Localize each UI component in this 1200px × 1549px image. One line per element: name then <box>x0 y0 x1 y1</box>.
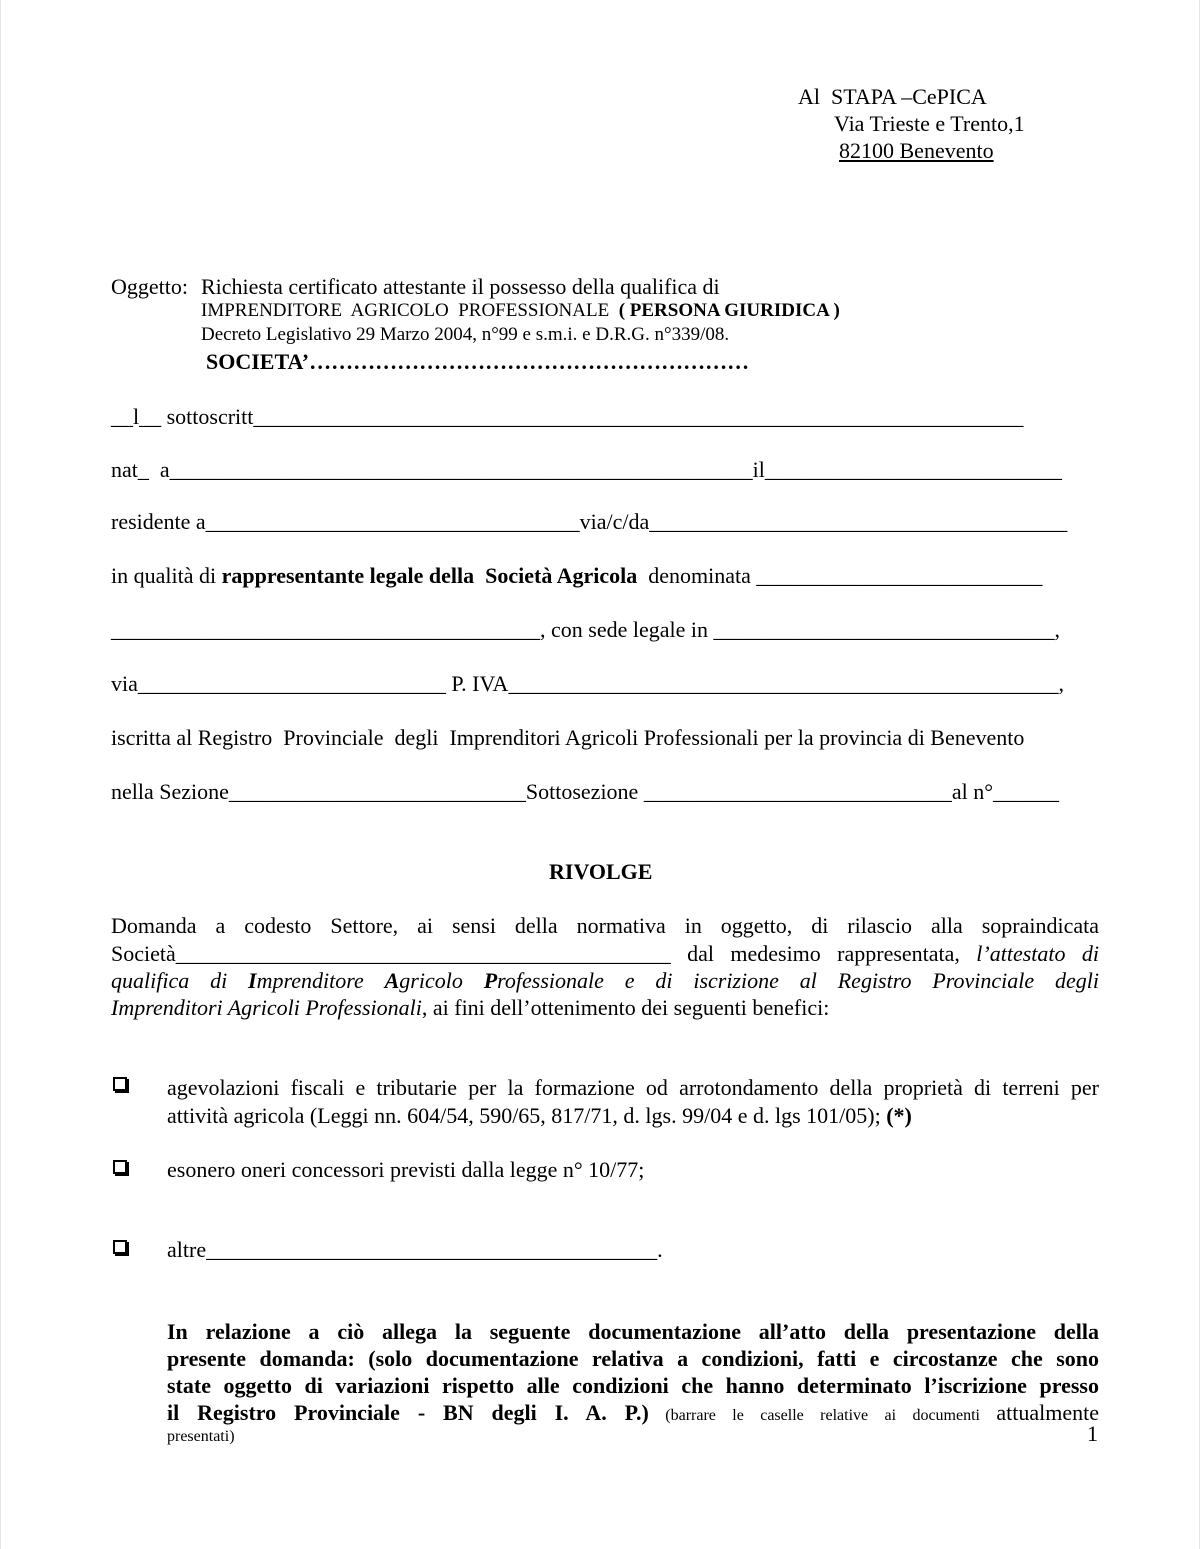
domanda-societa: Società_____________________________________________ dal medesimo rappresentata, <box>111 941 977 966</box>
page-number: 1 <box>1087 1421 1098 1446</box>
subject-line-2 <box>201 299 840 322</box>
beneficio-leggi: attività agricola (Leggi nn. 604/54, 590/65, 817/71, d. lgs. 99/04 e d. lgs 101/05); <box>167 1103 887 1128</box>
domanda-line-4 <box>111 995 829 1021</box>
field-iscritta: iscritta al Registro Provinciale degli Imprenditori Agricoli Professionali per la provincia di Benevento <box>111 725 1025 750</box>
allegati-line-2: presente domanda: (solo documentazione relativa a condizioni, fatti e circostanze che sono <box>167 1346 1099 1371</box>
beneficio-agevolazioni-line-1: agevolazioni fiscali e tributarie per la formazione od arrotondamento della proprietà di terreni per <box>167 1075 1099 1100</box>
beneficio-altre: altre_________________________________________. <box>167 1237 663 1262</box>
domanda-line-3 <box>111 968 1099 994</box>
allegati-barrare: (barrare le caselle relative ai documenti <box>648 1407 997 1424</box>
address-recipient: Al STAPA –CePICA <box>798 84 987 109</box>
domanda-initial-a: A <box>384 968 400 993</box>
address-street: Via Trieste e Trento,1 <box>834 111 1025 136</box>
field-residente: residente a__________________________________via/c/da______________________________________ <box>111 509 1068 534</box>
beneficio-agevolazioni-line-2 <box>167 1103 912 1129</box>
domanda-initial-p: P <box>483 968 498 993</box>
subject-qualifica: IMPRENDITORE AGRICOLO PROFESSIONALE <box>201 300 619 321</box>
subject-persona-giuridica: ( PERSONA GIURIDICA ) <box>618 300 840 321</box>
field-nato: nat_ a_____________________________________________________il___________________________ <box>111 457 1062 482</box>
domanda-qualifica-di: qualifica di <box>111 968 249 993</box>
domanda-line-1: Domanda a codesto Settore, ai sensi della normativa in oggetto, di rilascio alla sopraindicata <box>111 913 1099 938</box>
field-qualita-denominata: denominata __________________________ <box>637 563 1043 588</box>
allegati-line-5: presentati) <box>167 1428 235 1445</box>
allegati-line-1: In relazione a ciò allega la seguente documentazione all’atto della presentazione della <box>167 1319 1099 1344</box>
domanda-line-2 <box>111 941 1099 967</box>
field-qualita-prefix: in qualità di <box>111 563 222 588</box>
beneficio-asterisk-note: (*) <box>886 1103 912 1128</box>
domanda-imprenditore: mprenditore <box>256 968 385 993</box>
domanda-iap: Imprenditori Agricoli Professionali <box>111 995 422 1020</box>
beneficio-esonero: esonero oneri concessori previsti dalla legge n° 10/77; <box>167 1157 645 1182</box>
field-sezione: nella Sezione___________________________Sottosezione ____________________________al n°______ <box>111 779 1059 804</box>
subject-line-1: Richiesta certificato attestante il possesso della qualifica di <box>201 274 720 299</box>
domanda-attestato: l’attestato di <box>976 941 1099 966</box>
checkbox-agevolazioni[interactable] <box>113 1077 127 1091</box>
address-city: 82100 Benevento <box>839 138 994 163</box>
heading-rivolge: RIVOLGE <box>549 859 653 884</box>
field-sottoscritto: __l__ sottoscritt______________________________________________________________________ <box>111 404 1024 429</box>
allegati-attualmente: attualmente <box>996 1400 1099 1425</box>
field-via-piva: via____________________________ P. IVA__________________________________________________, <box>111 671 1064 696</box>
domanda-agricolo: gricolo <box>399 968 484 993</box>
field-qualita-role: rappresentante legale della Società Agricola <box>221 563 638 588</box>
domanda-professionale: rofessionale e di iscrizione al Registro Provinciale degli <box>497 968 1099 993</box>
domanda-fini: , ai fini dell’ottenimento dei seguenti benefici: <box>421 995 830 1020</box>
allegati-registro: il Registro Provinciale - BN degli I. A. P.) <box>167 1400 649 1425</box>
subject-decree: Decreto Legislativo 29 Marzo 2004, n°99 e s.m.i. e D.R.G. n°339/08. <box>201 324 730 345</box>
allegati-line-3: state oggetto di variazioni rispetto alle condizioni che hanno determinato l’iscrizione presso <box>167 1373 1099 1398</box>
subject-societa: SOCIETA’…………………………………………………… <box>206 349 750 374</box>
checkbox-altre[interactable] <box>113 1240 127 1254</box>
allegati-line-4 <box>167 1400 1099 1426</box>
checkbox-esonero[interactable] <box>113 1160 127 1174</box>
field-sede-legale: _______________________________________, con sede legale in _______________________________, <box>111 617 1060 642</box>
domanda-initial-i: I <box>248 968 257 993</box>
subject-label: Oggetto: <box>111 274 188 299</box>
field-qualita <box>111 563 1042 589</box>
